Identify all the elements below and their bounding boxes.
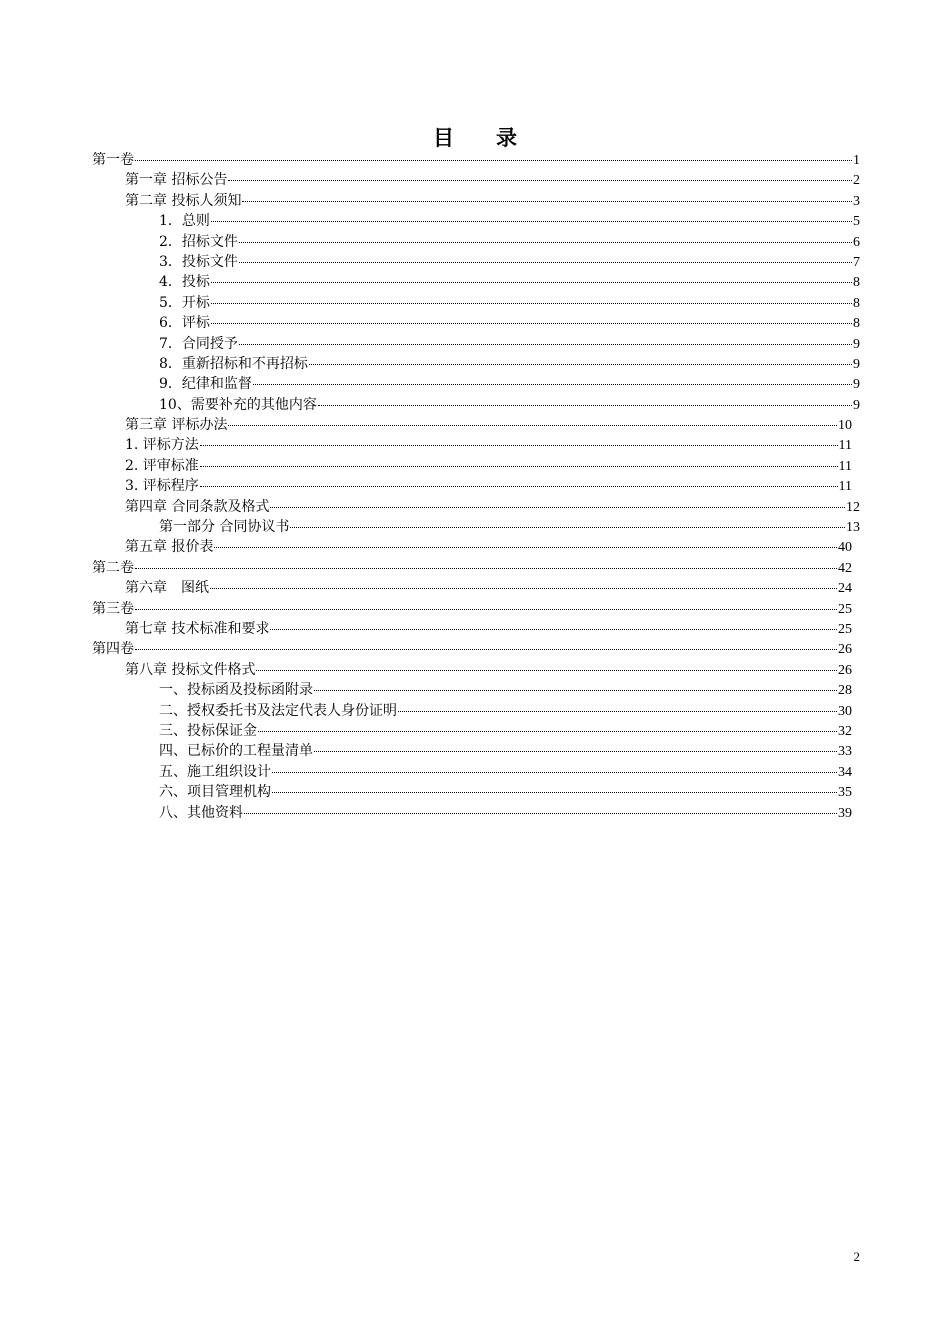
toc-dot-leader bbox=[314, 690, 837, 691]
toc-dot-leader bbox=[211, 282, 852, 283]
toc-dot-leader bbox=[239, 242, 852, 243]
toc-dot-leader bbox=[135, 160, 852, 161]
toc-entry[interactable] bbox=[92, 456, 860, 476]
toc-entry[interactable] bbox=[92, 803, 860, 823]
toc-dot-leader bbox=[210, 588, 837, 589]
toc-entry-page: 32 bbox=[838, 723, 852, 739]
toc-dot-leader bbox=[200, 445, 838, 446]
toc-entry-page: 8 bbox=[853, 275, 860, 291]
toc-entry-page: 6 bbox=[853, 234, 860, 250]
toc-entry[interactable] bbox=[92, 313, 860, 333]
toc-entry-label: 7．合同授予 bbox=[159, 335, 238, 352]
toc-dot-leader bbox=[309, 364, 852, 365]
toc-dot-leader bbox=[290, 527, 845, 528]
toc-dot-leader bbox=[200, 486, 838, 487]
toc-entry-page: 25 bbox=[838, 621, 852, 637]
toc-dot-leader bbox=[258, 731, 837, 732]
toc-entry[interactable] bbox=[92, 272, 860, 292]
toc-dot-leader bbox=[211, 323, 852, 324]
toc-dot-leader bbox=[253, 384, 852, 385]
toc-dot-leader bbox=[272, 792, 837, 793]
toc-entry-label: 2. 评审标准 bbox=[125, 457, 199, 474]
toc-dot-leader bbox=[211, 303, 852, 304]
toc-entry[interactable] bbox=[92, 211, 860, 231]
toc-entry[interactable] bbox=[92, 435, 860, 455]
toc-entry[interactable] bbox=[92, 150, 860, 170]
toc-entry-label: 一、投标函及投标函附录 bbox=[159, 682, 313, 699]
toc-entry-label: 第一部分 合同协议书 bbox=[159, 519, 290, 536]
toc-entry-label: 第一卷 bbox=[92, 152, 134, 168]
toc-entry-page: 9 bbox=[853, 397, 860, 413]
toc-entry[interactable] bbox=[92, 252, 860, 272]
toc-dot-leader bbox=[244, 813, 837, 814]
toc-entry-page: 3 bbox=[853, 193, 860, 209]
table-of-contents bbox=[92, 150, 860, 823]
toc-dot-leader bbox=[228, 180, 852, 181]
toc-dot-leader bbox=[256, 670, 837, 671]
toc-dot-leader bbox=[314, 751, 837, 752]
toc-entry[interactable] bbox=[92, 232, 860, 252]
toc-entry[interactable] bbox=[92, 578, 860, 598]
toc-entry-label: 第六章 图纸 bbox=[125, 580, 209, 597]
toc-entry[interactable] bbox=[92, 680, 860, 700]
toc-entry[interactable] bbox=[92, 639, 860, 659]
toc-entry-page: 10 bbox=[838, 418, 852, 434]
toc-entry-label: 二、授权委托书及法定代表人身份证明 bbox=[159, 702, 397, 719]
toc-dot-leader bbox=[242, 201, 852, 202]
toc-dot-leader bbox=[239, 262, 852, 263]
toc-entry[interactable] bbox=[92, 170, 860, 190]
toc-entry-label: 1．总则 bbox=[159, 213, 210, 230]
toc-entry-label: 第四章 合同条款及格式 bbox=[125, 498, 270, 515]
toc-entry-label: 10、需要补充的其他内容 bbox=[159, 396, 317, 413]
toc-entry-page: 8 bbox=[853, 316, 860, 332]
toc-entry-page: 13 bbox=[846, 520, 860, 536]
toc-entry-page: 28 bbox=[838, 683, 852, 699]
toc-dot-leader bbox=[200, 466, 838, 467]
toc-entry-page: 11 bbox=[838, 458, 852, 474]
toc-entry[interactable] bbox=[92, 762, 860, 782]
toc-entry[interactable] bbox=[92, 374, 860, 394]
toc-entry-label: 四、已标价的工程量清单 bbox=[159, 743, 313, 760]
page-number: 2 bbox=[853, 1249, 860, 1264]
toc-entry-page: 42 bbox=[838, 560, 852, 576]
toc-entry-page: 5 bbox=[853, 214, 860, 230]
toc-entry-page: 9 bbox=[853, 336, 860, 352]
toc-dot-leader bbox=[270, 629, 837, 630]
toc-dot-leader bbox=[398, 711, 837, 712]
toc-entry-label: 第三章 评标办法 bbox=[125, 417, 228, 434]
toc-entry-label: 第八章 投标文件格式 bbox=[125, 661, 256, 678]
toc-entry-page: 9 bbox=[853, 377, 860, 393]
page-title: 目 录 bbox=[433, 125, 517, 150]
toc-entry-label: 第三卷 bbox=[92, 600, 134, 617]
toc-entry-page: 33 bbox=[838, 744, 852, 760]
toc-entry-label: 5．开标 bbox=[159, 294, 210, 311]
toc-entry-page: 26 bbox=[838, 662, 852, 678]
toc-entry[interactable] bbox=[92, 599, 860, 619]
toc-entry-page: 12 bbox=[846, 499, 860, 515]
toc-entry-page: 30 bbox=[838, 703, 852, 719]
toc-entry-label: 3. 评标程序 bbox=[125, 478, 199, 495]
toc-entry-label: 三、投标保证金 bbox=[159, 722, 257, 739]
toc-entry[interactable] bbox=[92, 497, 860, 517]
toc-entry[interactable] bbox=[92, 619, 860, 639]
toc-dot-leader bbox=[135, 568, 837, 569]
toc-dot-leader bbox=[272, 772, 837, 773]
toc-entry[interactable] bbox=[92, 476, 860, 496]
toc-entry[interactable] bbox=[92, 334, 860, 354]
toc-entry-label: 9．纪律和监督 bbox=[159, 376, 252, 393]
toc-entry[interactable] bbox=[92, 395, 860, 415]
toc-dot-leader bbox=[135, 609, 837, 610]
toc-entry-label: 1. 评标方法 bbox=[125, 437, 199, 454]
toc-dot-leader bbox=[214, 547, 837, 548]
toc-entry-label: 第二卷 bbox=[92, 559, 134, 576]
toc-entry[interactable] bbox=[92, 721, 860, 741]
toc-dot-leader bbox=[211, 221, 852, 222]
toc-entry-page: 7 bbox=[853, 254, 860, 270]
toc-dot-leader bbox=[135, 649, 837, 650]
toc-entry[interactable] bbox=[92, 517, 860, 537]
toc-entry-page: 35 bbox=[838, 785, 852, 801]
toc-entry-label: 第四卷 bbox=[92, 641, 134, 658]
toc-entry-page: 9 bbox=[853, 356, 860, 372]
toc-entry-page: 40 bbox=[838, 540, 852, 556]
toc-entry-page: 34 bbox=[838, 764, 852, 780]
toc-dot-leader bbox=[239, 344, 852, 345]
toc-entry-label: 八、其他资料 bbox=[159, 804, 243, 821]
toc-entry-label: 第一章 招标公告 bbox=[125, 172, 228, 189]
toc-entry[interactable] bbox=[92, 191, 860, 211]
toc-entry-label: 第五章 报价表 bbox=[125, 539, 214, 556]
toc-entry-page: 8 bbox=[853, 295, 860, 311]
toc-entry-page: 25 bbox=[838, 601, 852, 617]
toc-entry-label: 2．招标文件 bbox=[159, 233, 238, 250]
toc-entry[interactable] bbox=[92, 701, 860, 721]
toc-dot-leader bbox=[270, 507, 845, 508]
toc-entry[interactable] bbox=[92, 558, 860, 578]
toc-entry-label: 3．投标文件 bbox=[159, 253, 238, 270]
toc-entry-page: 26 bbox=[838, 642, 852, 658]
toc-entry[interactable] bbox=[92, 782, 860, 802]
toc-entry-page: 24 bbox=[838, 581, 852, 597]
toc-dot-leader bbox=[228, 425, 837, 426]
toc-entry-page: 2 bbox=[853, 173, 860, 189]
toc-entry-label: 4．投标 bbox=[159, 274, 210, 291]
toc-entry-page: 11 bbox=[838, 438, 852, 454]
toc-entry-page: 39 bbox=[838, 805, 852, 821]
toc-dot-leader bbox=[318, 405, 852, 406]
toc-entry-label: 8．重新招标和不再招标 bbox=[159, 355, 308, 372]
toc-entry-label: 六、项目管理机构 bbox=[159, 784, 271, 801]
toc-entry-label: 6．评标 bbox=[159, 315, 210, 332]
toc-entry[interactable] bbox=[92, 537, 860, 557]
toc-entry-label: 五、施工组织设计 bbox=[159, 763, 271, 780]
toc-entry[interactable] bbox=[92, 415, 860, 435]
toc-entry[interactable] bbox=[92, 293, 860, 313]
toc-entry-label: 第七章 技术标准和要求 bbox=[125, 620, 270, 637]
toc-entry-page: 1 bbox=[853, 153, 860, 168]
toc-entry-page: 11 bbox=[838, 479, 852, 495]
toc-entry[interactable] bbox=[92, 660, 860, 680]
toc-entry-label: 第二章 投标人须知 bbox=[125, 192, 242, 209]
toc-entry[interactable] bbox=[92, 354, 860, 374]
toc-entry[interactable] bbox=[92, 741, 860, 761]
